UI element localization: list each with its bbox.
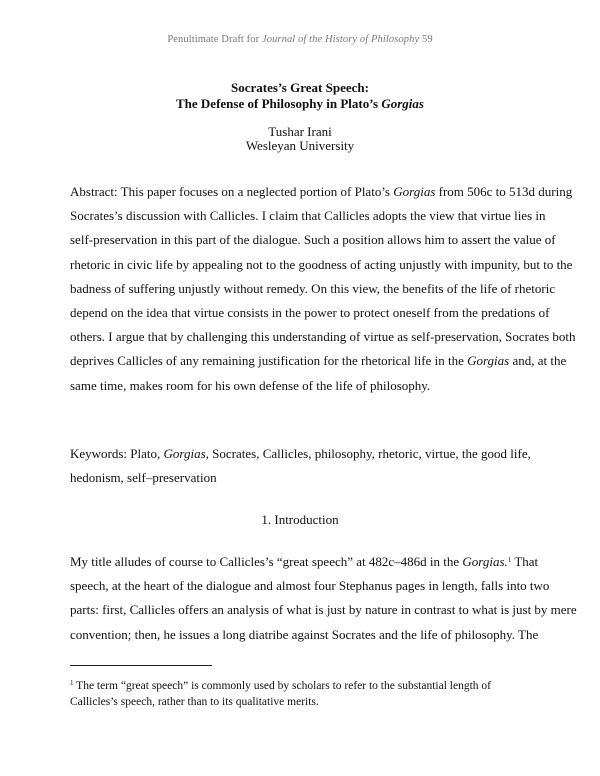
italic-run: Gorgias xyxy=(163,446,206,461)
abstract-line: badness of suffering unjustly without remedy. On this view, the benefits of the life of rhetoric xyxy=(70,280,556,296)
text-run: deprives Callicles of any remaining justification for the rhetorical life in the xyxy=(70,353,468,369)
text-run: from 506c to 513d during xyxy=(435,184,573,199)
keywords-line: hedonism, self–preservation xyxy=(70,470,217,486)
abstract-line: same time, makes room for his own defense of the life of philosophy. xyxy=(70,377,431,393)
author-block xyxy=(0,125,600,153)
author-name: Tushar Irani xyxy=(268,124,332,139)
abstract-line: rhetoric in civic life by appealing not to the goodness of acting unjustly with impunity, but to the xyxy=(70,256,573,272)
intro-line: convention; then, he issues a long diatribe against Socrates and the life of philosophy. The xyxy=(70,626,539,642)
page-number: 59 xyxy=(421,34,433,45)
keywords-paragraph xyxy=(70,442,534,490)
intro-line: parts: first, Callicles offers an analysis of what is just by nature in contrast to what is just by mere xyxy=(70,602,577,618)
italic-run: Gorgias. xyxy=(462,554,508,569)
keywords-line xyxy=(70,442,534,466)
text-run: That xyxy=(511,554,539,569)
running-header xyxy=(0,34,600,45)
abstract-line xyxy=(70,349,567,373)
abstract-line: Socrates’s discussion with Callicles. I claim that Callicles adopts the view that virtue lies in xyxy=(70,208,546,224)
abstract-line: depend on the idea that virtue consists in the power to protect oneself from the predations of xyxy=(70,305,550,321)
abstract-paragraph xyxy=(70,180,576,398)
author-affiliation: Wesleyan University xyxy=(245,138,355,153)
abstract-line xyxy=(70,180,573,204)
text-run: , Socrates, Callicles, philosophy, rhetoric, virtue, the good life, xyxy=(205,446,531,461)
text-run: Abstract: This paper focuses on a neglected portion of Plato’s xyxy=(70,184,394,199)
footnote-divider xyxy=(70,665,212,666)
italic-run: Gorgias xyxy=(393,184,436,199)
text-run: The term “great speech” is commonly used by scholars to refer to the substantial length of xyxy=(73,680,491,692)
italic-run: Gorgias xyxy=(467,353,510,369)
footnote-marker: 1 xyxy=(70,679,74,687)
abstract-line: self-preservation in this part of the dialogue. Such a position allows him to assert the value of xyxy=(70,232,556,248)
paper-title xyxy=(0,80,600,112)
intro-line: speech, at the heart of the dialogue and almost four Stephanus pages in length, falls into two xyxy=(70,578,550,594)
text-run: My title alludes of course to Callicles’s “great speech” at 482c–486d in the xyxy=(70,554,463,569)
abstract-line: others. I argue that by challenging this understanding of virtue as self-preservation, Socrates both xyxy=(70,329,576,345)
journal-name: Journal of the History of Philosophy xyxy=(261,34,420,45)
title-line-2 xyxy=(0,96,600,112)
intro-paragraph xyxy=(70,550,577,647)
footnote-ref[interactable]: 1 xyxy=(507,556,512,564)
title-line-1: Socrates’s Great Speech: xyxy=(231,80,369,95)
section-heading: 1. Introduction xyxy=(261,512,339,527)
title-line-2-text: The Defense of Philosophy in Plato’s xyxy=(176,96,382,111)
footnote-line xyxy=(70,678,534,694)
footnote-line: Callicles’s speech, rather than to its qualitative merits. xyxy=(70,696,319,708)
text-run: and, at the xyxy=(509,353,567,369)
intro-line xyxy=(70,550,539,574)
footnote xyxy=(70,678,534,710)
header-prefix: Penultimate Draft for xyxy=(167,34,262,45)
title-italic-gorgias: Gorgias xyxy=(381,96,424,111)
text-run: Keywords: Plato, xyxy=(70,446,164,461)
